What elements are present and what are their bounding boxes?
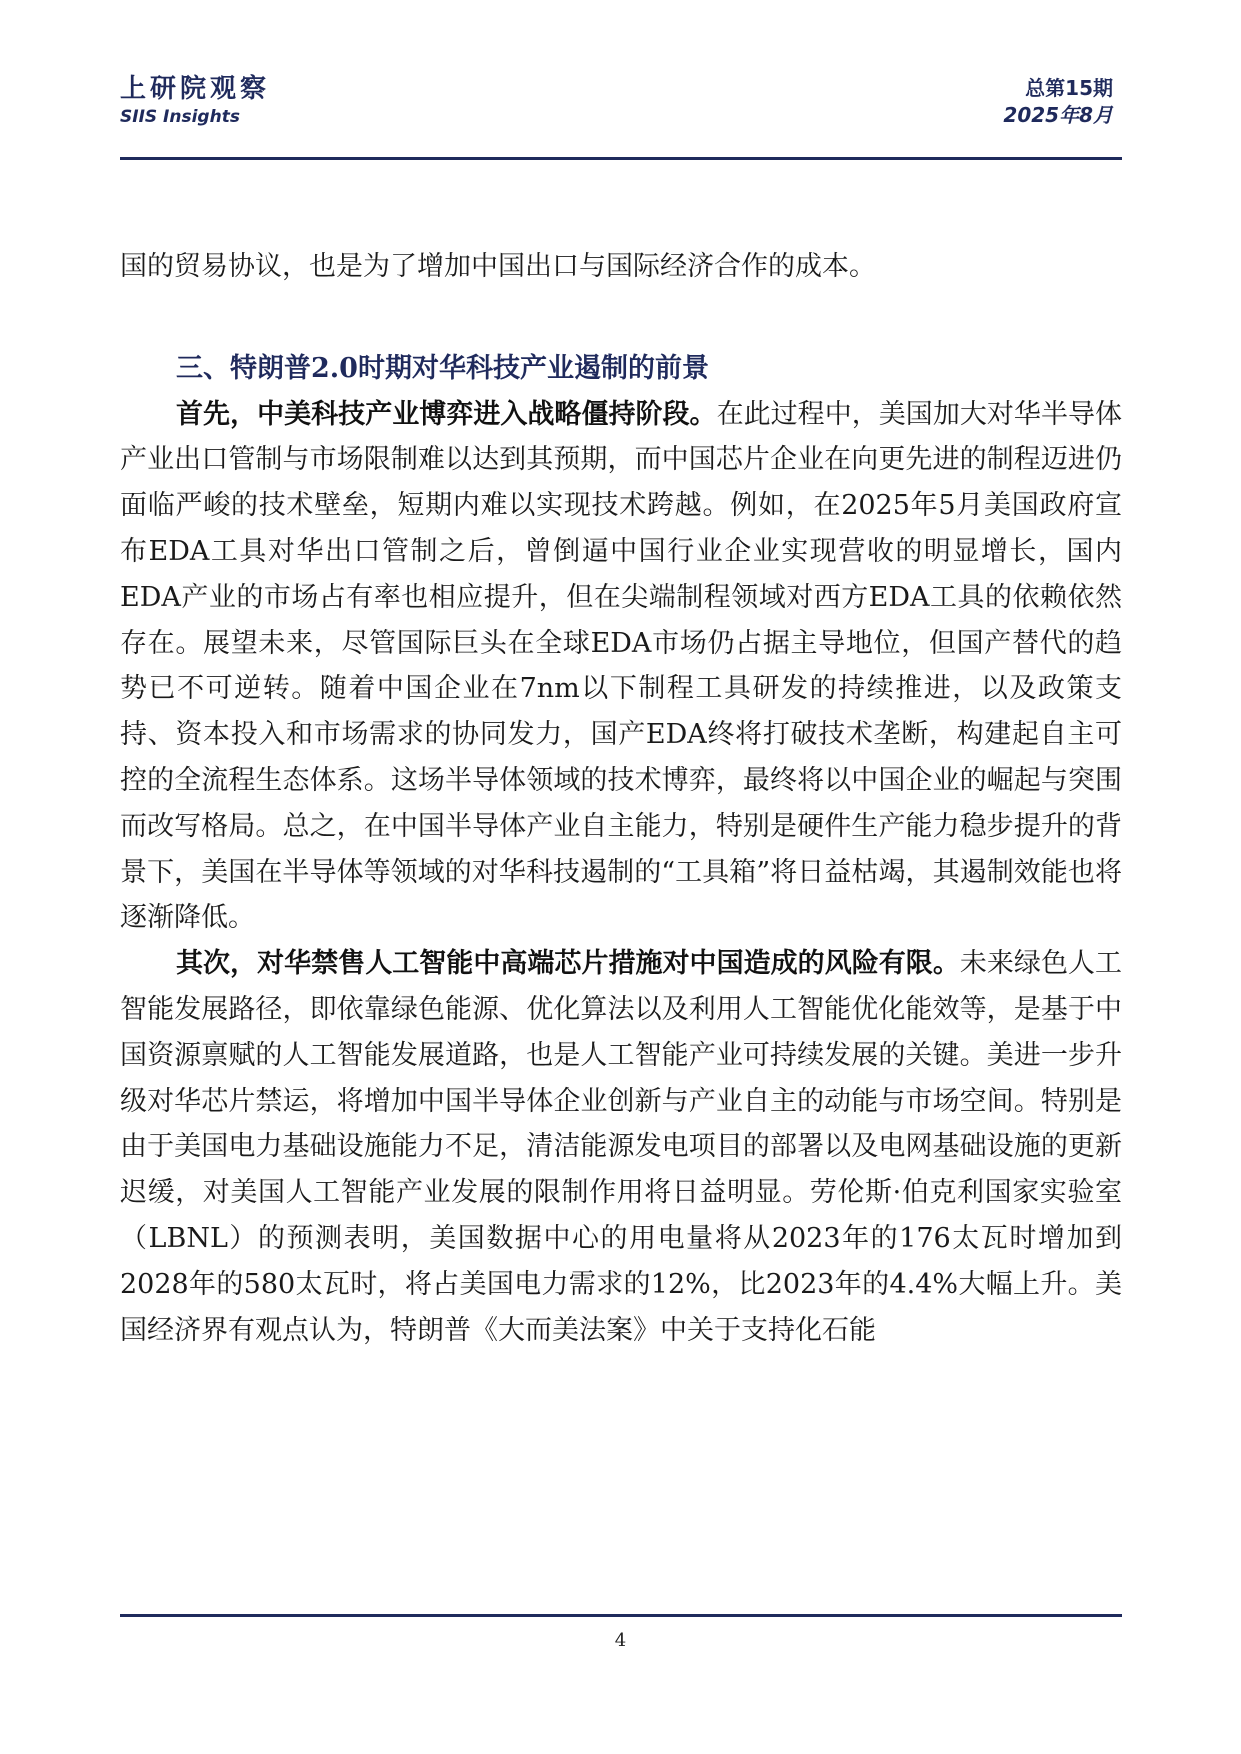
issue-block <box>1003 74 1113 128</box>
brand-logo-en: SIIS Insights <box>120 107 240 127</box>
footer-divider <box>120 1614 1122 1617</box>
issue-number: 总第15期 <box>1025 76 1113 100</box>
paragraph-continuation: 国的贸易协议，也是为了增加中国出口与国际经济合作的成本。 <box>120 251 876 282</box>
paragraph-lead: 首先，中美科技产业博弈进入战略僵持阶段。 <box>176 398 717 430</box>
article-body <box>120 244 1122 1353</box>
section-heading: 三、特朗普2.0时期对华科技产业遏制的前景 <box>176 352 709 384</box>
page-number: 4 <box>614 1630 627 1651</box>
paragraph-second-point <box>120 941 1122 1353</box>
paragraph-first-point <box>120 392 1122 942</box>
brand-block <box>120 74 270 128</box>
brand-logo-cn: 上研院观察 <box>120 74 271 104</box>
paragraph-lead: 其次，对华禁售人工智能中高端芯片措施对中国造成的风险有限。 <box>176 948 960 980</box>
issue-date: 2025年8月 <box>1003 103 1113 127</box>
paragraph-text: 在此过程中，美国加大对华半导体产业出口管制与市场限制难以达到其预期，而中国芯片企业在向更先进的制程迈进仍面临严峻的技术壁垒，短期内难以实现技术跨越。例如，在2025年5月美国政府宣布EDA工具对华出口管制之后，曾倒逼中国行业企业实现营收的明显增长，国内EDA产业的市场占有率也相应提升，但在尖端制程领域对西方EDA工具的依赖依然存在。展望未来，尽管国际巨头在全球EDA市场仍占据主导地位，但国产替代的趋势已不可逆转。随着中国企业在7nm以下制程工具研发的持续推进，以及政策支持、资本投入和市场需求的协同发力，国产EDA终将打破技术垄断，构建起自主可控的全流程生态体系。这场半导体领域的技术博弈，最终将以中国企业的崛起与突围而改写格局。总之，在中国半导体产业自主能力，特别是硬件生产能力稳步提升的背景下，美国在半导体等领域的对华科技遏制的“工具箱”将日益枯竭，其遏制效能也将逐渐降低。 <box>120 398 1123 934</box>
header-divider <box>120 157 1122 160</box>
paragraph-text: 未来绿色人工智能发展路径，即依靠绿色能源、优化算法以及利用人工智能优化能效等，是基于中国资源禀赋的人工智能发展道路，也是人工智能产业可持续发展的关键。美进一步升级对华芯片禁运，将增加中国半导体企业创新与产业自主的动能与市场空间。特别是由于美国电力基础设施能力不足，清洁能源发电项目的部署以及电网基础设施的更新迟缓，对美国人工智能产业发展的限制作用将日益明显。劳伦斯·伯克利国家实验室（LBNL）的预测表明，美国数据中心的用电量将从2023年的176太瓦时增加到2028年的580太瓦时，将占美国电力需求的12%，比2023年的4.4%大幅上升。美国经济界有观点认为，特朗普《大而美法案》中关于支持化石能 <box>120 948 1123 1346</box>
